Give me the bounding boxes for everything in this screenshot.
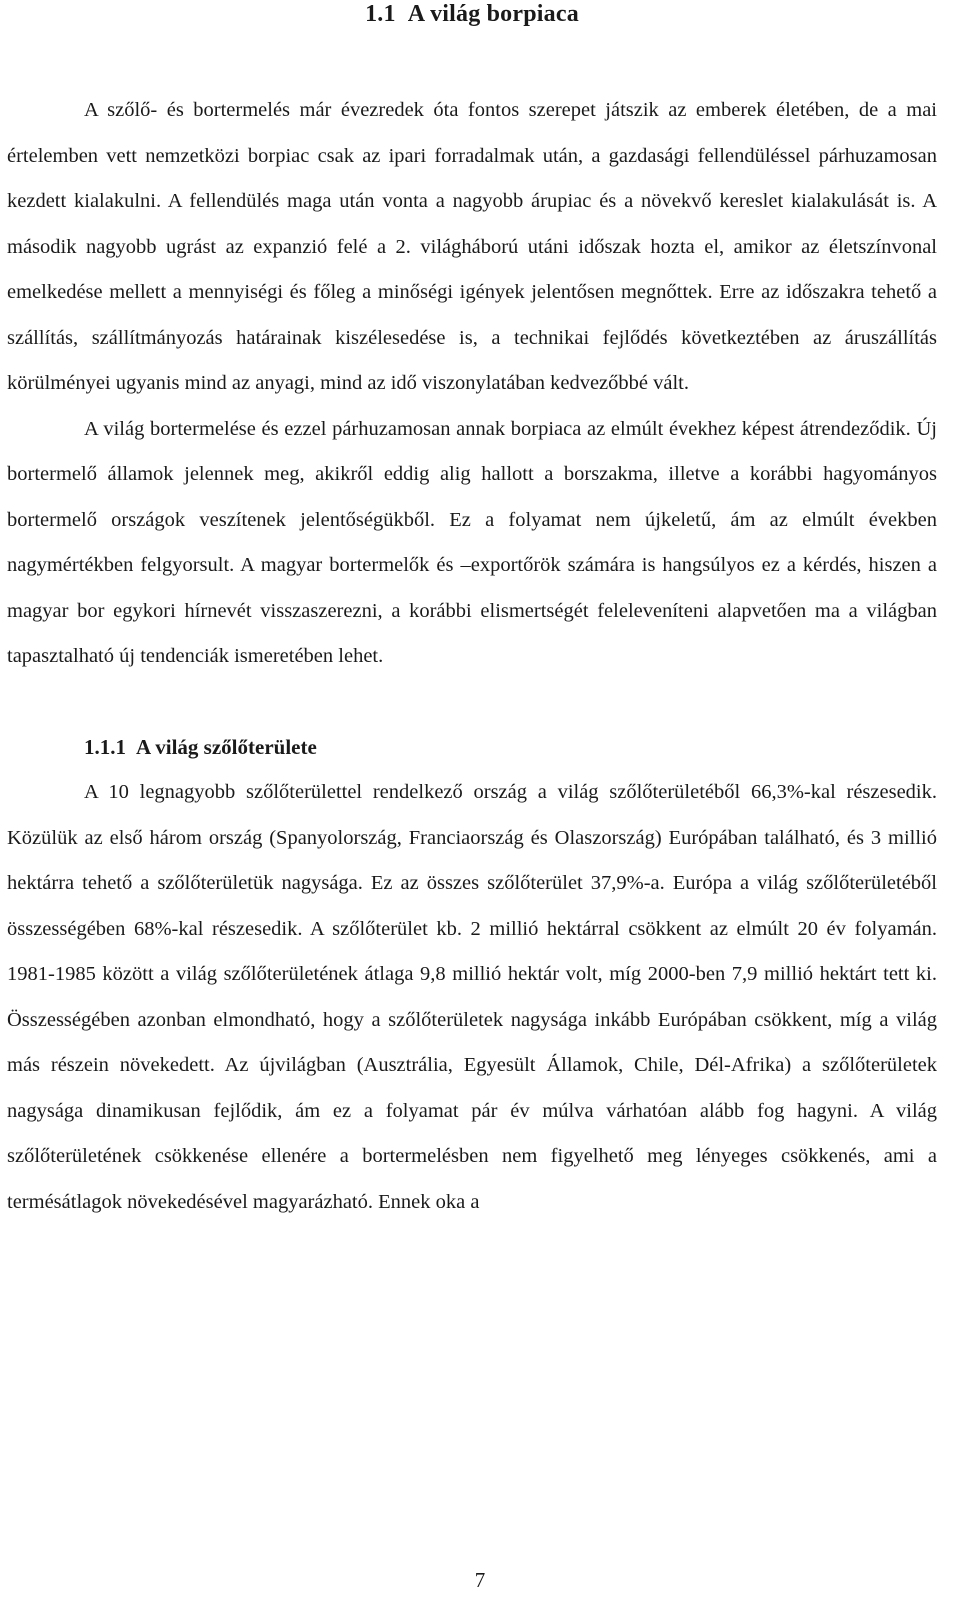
subsection-title: A világ szőlőterülete: [136, 734, 317, 759]
document-page: [7, 0, 937, 1225]
subsection-number: 1.1.1: [84, 734, 126, 759]
page-number: 7: [474, 1568, 486, 1592]
body-paragraph-2: A világ bortermelése és ezzel párhuzamosan annak borpiaca az elmúlt évekhez képest átrendeződik. Új bortermelő államok jelennek meg, akikről eddig alig hallott a borszakma, illetve a korábbi hagyományos bortermelő országok veszítenek jelentőségükből. Ez a folyamat nem újkeletű, ám az elmúlt években nagymértékben felgyorsult. A magyar bortermelők és –exportőrök számára is hangsúlyos ez a kérdés, hiszen a magyar bor egykori hírnevét visszaszerezni, a korábbi elismertségét feleleveníteni alapvetően ma a világban tapasztalható új tendenciák ismeretében lehet.: [7, 417, 937, 667]
section-number: 1.1: [365, 1, 396, 27]
section-heading: [7, 0, 937, 28]
subsection-paragraph: A 10 legnagyobb szőlőterülettel rendelkező ország a világ szőlőterületéből 66,3%-kal részesedik. Közülük az első három ország (Spanyolország, Franciaország és Olaszország) Európában található, és 3 millió hektárra tehető a szőlőterületük nagysága. Ez az összes szőlőterület 37,9%-a. Európa a világ szőlőterületéből összességében 68%-kal részesedik. A szőlőterület kb. 2 millió hektárral csökkent az elmúlt 20 év folyamán. 1981-1985 között a világ szőlőterületének átlaga 9,8 millió hektár volt, míg 2000-ben 7,9 millió hektárt tett ki. Összességében azonban elmondható, hogy a szőlőterületek nagysága inkább Európában csökkent, míg a világ más részein növekedett. Az újvilágban (Ausztrália, Egyesült Államok, Chile, Dél-Afrika) a szőlőterületek nagysága dinamikusan fejlődik, ám ez a folyamat pár év múlva várhatóan alább fog hagyni. A világ szőlőterületének csökkenése ellenére a bortermelésben nem figyelhető meg lényeges csökkenés, ami a termésátlagok növekedésével magyarázható. Ennek oka a: [7, 781, 937, 1213]
body-paragraph-1: A szőlő- és bortermelés már évezredek óta fontos szerepet játszik az emberek életében, de a mai értelemben vett nemzetközi borpiac csak az ipari forradalmak után, a gazdasági fellendüléssel párhuzamosan kezdett kialakulni. A fellendülés maga után vonta a nagyobb árupiac és a növekvő kereslet kialakulását is. A második nagyobb ugrást az expanzió felé a 2. világháború utáni időszak hozta el, amikor az életszínvonal emelkedése mellett a mennyiségi és főleg a minőségi igények jelentősen megnőttek. Erre az időszakra tehető a szállítás, szállítmányozás határainak kiszélesedése is, a technikai fejlődés következtében az áruszállítás körülményei ugyanis mind az anyagi, mind az idő viszonylatában kedvezőbbé vált.: [7, 99, 937, 394]
subsection-heading: [7, 725, 937, 771]
section-title: A világ borpiaca: [407, 1, 579, 27]
